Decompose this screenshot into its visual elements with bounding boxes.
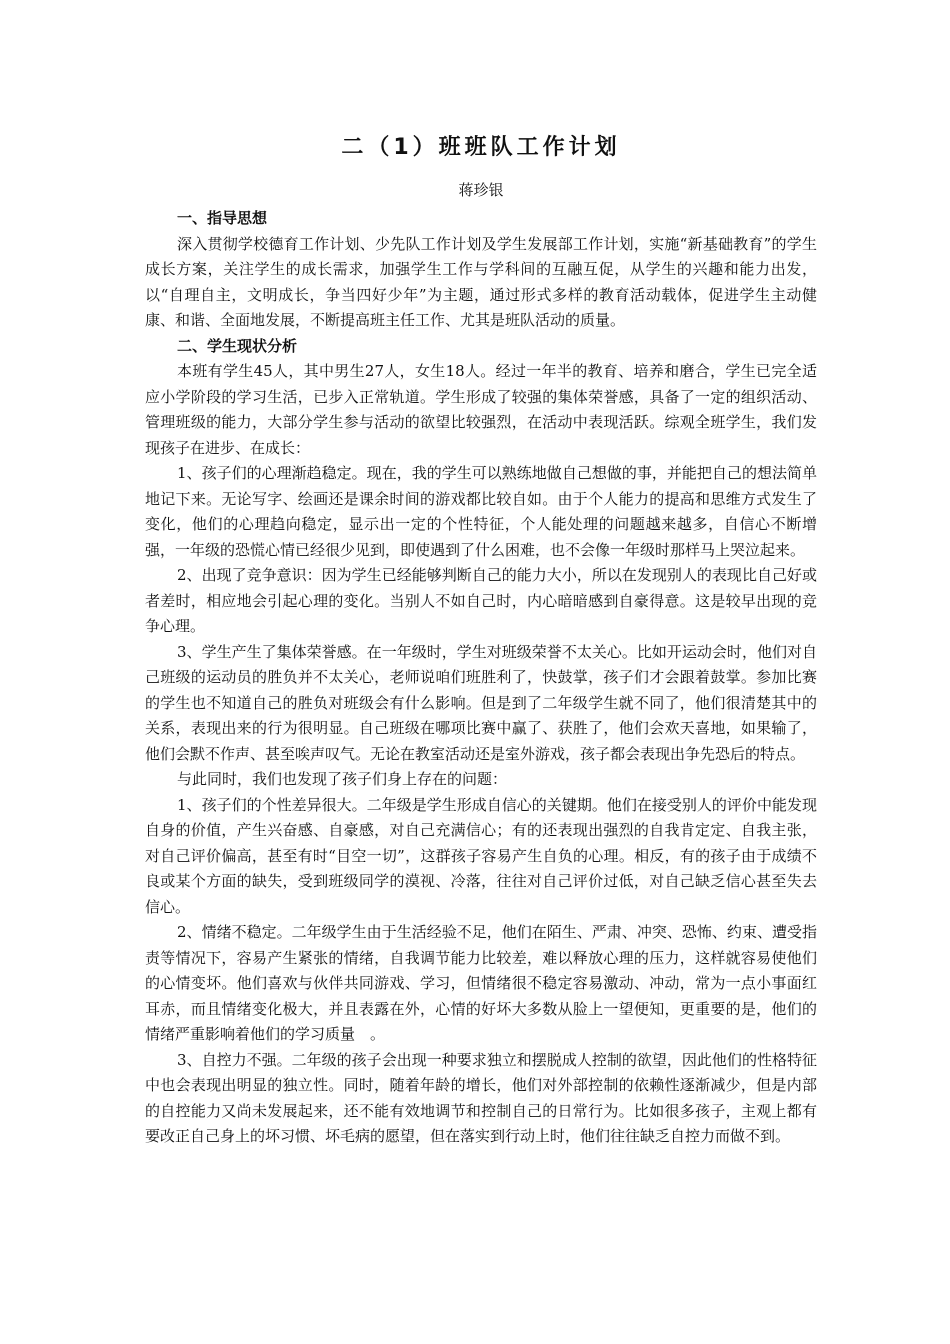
document-page bbox=[145, 130, 817, 1150]
paragraph: 2、情绪不稳定。二年级学生由于生活经验不足，他们在陌生、严肃、冲突、恐怖、约束、遭受指责等情况下，容易产生紧张的情绪，自我调节能力比较差，难以释放心理的压力，这样就容易使他们的心情变坏。他们喜欢与伙伴共同游戏、学习，但情绪很不稳定容易激动、冲动，常为一点小事面红耳赤，而且情绪变化极大，并且表露在外，心情的好坏大多数从脸上一望便知，更重要的是，他们的情绪严重影响着他们的学习质量 。 bbox=[145, 923, 817, 1043]
paragraph: 1、孩子们的个性差异很大。二年级是学生形成自信心的关键期。他们在接受别人的评价中能发现自身的价值，产生兴奋感、自豪感，对自己充满信心；有的还表现出强烈的自我肯定定、自我主张，对自己评价偏高，甚至有时“目空一切”，这群孩子容易产生自负的心理。相反，有的孩子由于成绩不良或某个方面的缺失，受到班级同学的漠视、冷落，往往对自己评价过低，对自己缺乏信心甚至失去信心。 bbox=[145, 795, 817, 916]
paragraph: 本班有学生45人，其中男生27人，女生18人。经过一年半的教育、培养和磨合，学生已完全适应小学阶段的学习生活，已步入正常轨道。学生形成了较强的集体荣誉感，具备了一定的组织活动、管理班级的能力，大部分学生参与活动的欲望比较强烈，在活动中表现活跃。综观全班学生，我们发现孩子在进步、在成长： bbox=[145, 362, 817, 457]
paragraph: 3、学生产生了集体荣誉感。在一年级时，学生对班级荣誉不太关心。比如开运动会时，他们对自己班级的运动员的胜负并不太关心，老师说咱们班胜利了，快鼓掌，孩子们才会跟着鼓掌。参加比赛的学生也不知道自己的胜负对班级会有什么影响。但是到了二年级学生就不同了，他们很清楚其中的关系，表现出来的行为很明显。自己班级在哪项比赛中赢了、获胜了，他们会欢天喜地，如果输了，他们会默不作声、甚至唉声叹气。无论在教室活动还是室外游戏，孩子都会表现出争先恐后的特点。 bbox=[145, 642, 817, 763]
paragraph: 3、自控力不强。二年级的孩子会出现一种要求独立和摆脱成人控制的欲望，因此他们的性格特征中也会表现出明显的独立性。同时，随着年龄的增长，他们对外部控制的依赖性逐渐减少，但是内部的自控能力又尚未发展起来，还不能有效地调节和控制自己的日常行为。比如很多孩子，主观上都有要改正自己身上的坏习惯、坏毛病的愿望，但在落实到行动上时，他们往往缺乏自控力而做不到。 bbox=[145, 1050, 817, 1145]
document-title: 二（1）班班队工作计划 bbox=[341, 135, 621, 160]
paragraph: 2、出现了竞争意识：因为学生已经能够判断自己的能力大小，所以在发现别人的表现比自己好或者差时，相应地会引起心理的变化。当别人不如自己时，内心暗暗感到自豪得意。这是较早出现的竞争心理。 bbox=[145, 566, 817, 635]
paragraph: 深入贯彻学校德育工作计划、少先队工作计划及学生发展部工作计划，实施“新基础教育”的学生成长方案，关注学生的成长需求，加强学生工作与学科间的互融互促，从学生的兴趣和能力出发，以“自理自主，文明成长，争当四好少年”为主题，通过形式多样的教育活动载体，促进学生主动健康、和谐、全面地发展，不断提高班主任工作、尤其是班队活动的质量。 bbox=[145, 234, 817, 329]
section-guiding-ideology bbox=[145, 206, 817, 334]
section-heading: 二、学生现状分析 bbox=[177, 336, 298, 355]
paragraph: 与此同时，我们也发现了孩子们身上存在的问题： bbox=[177, 770, 508, 788]
document-author: 蒋珍银 bbox=[458, 181, 504, 199]
section-heading: 一、指导思想 bbox=[177, 209, 268, 227]
section-student-analysis bbox=[145, 334, 817, 1150]
paragraph: 1、孩子们的心理渐趋稳定。现在，我的学生可以熟练地做自己想做的事，并能把自己的想法简单地记下来。无论写字、绘画还是课余时间的游戏都比较自如。由于个人能力的提高和思维方式发生了变化，他们的心理趋向稳定，显示出一定的个性特征，个人能处理的问题越来越多，自信心不断增强，一年级的恐慌心情已经很少见到，即使遇到了什么困难，也不会像一年级时那样马上哭泣起来。 bbox=[145, 464, 817, 559]
